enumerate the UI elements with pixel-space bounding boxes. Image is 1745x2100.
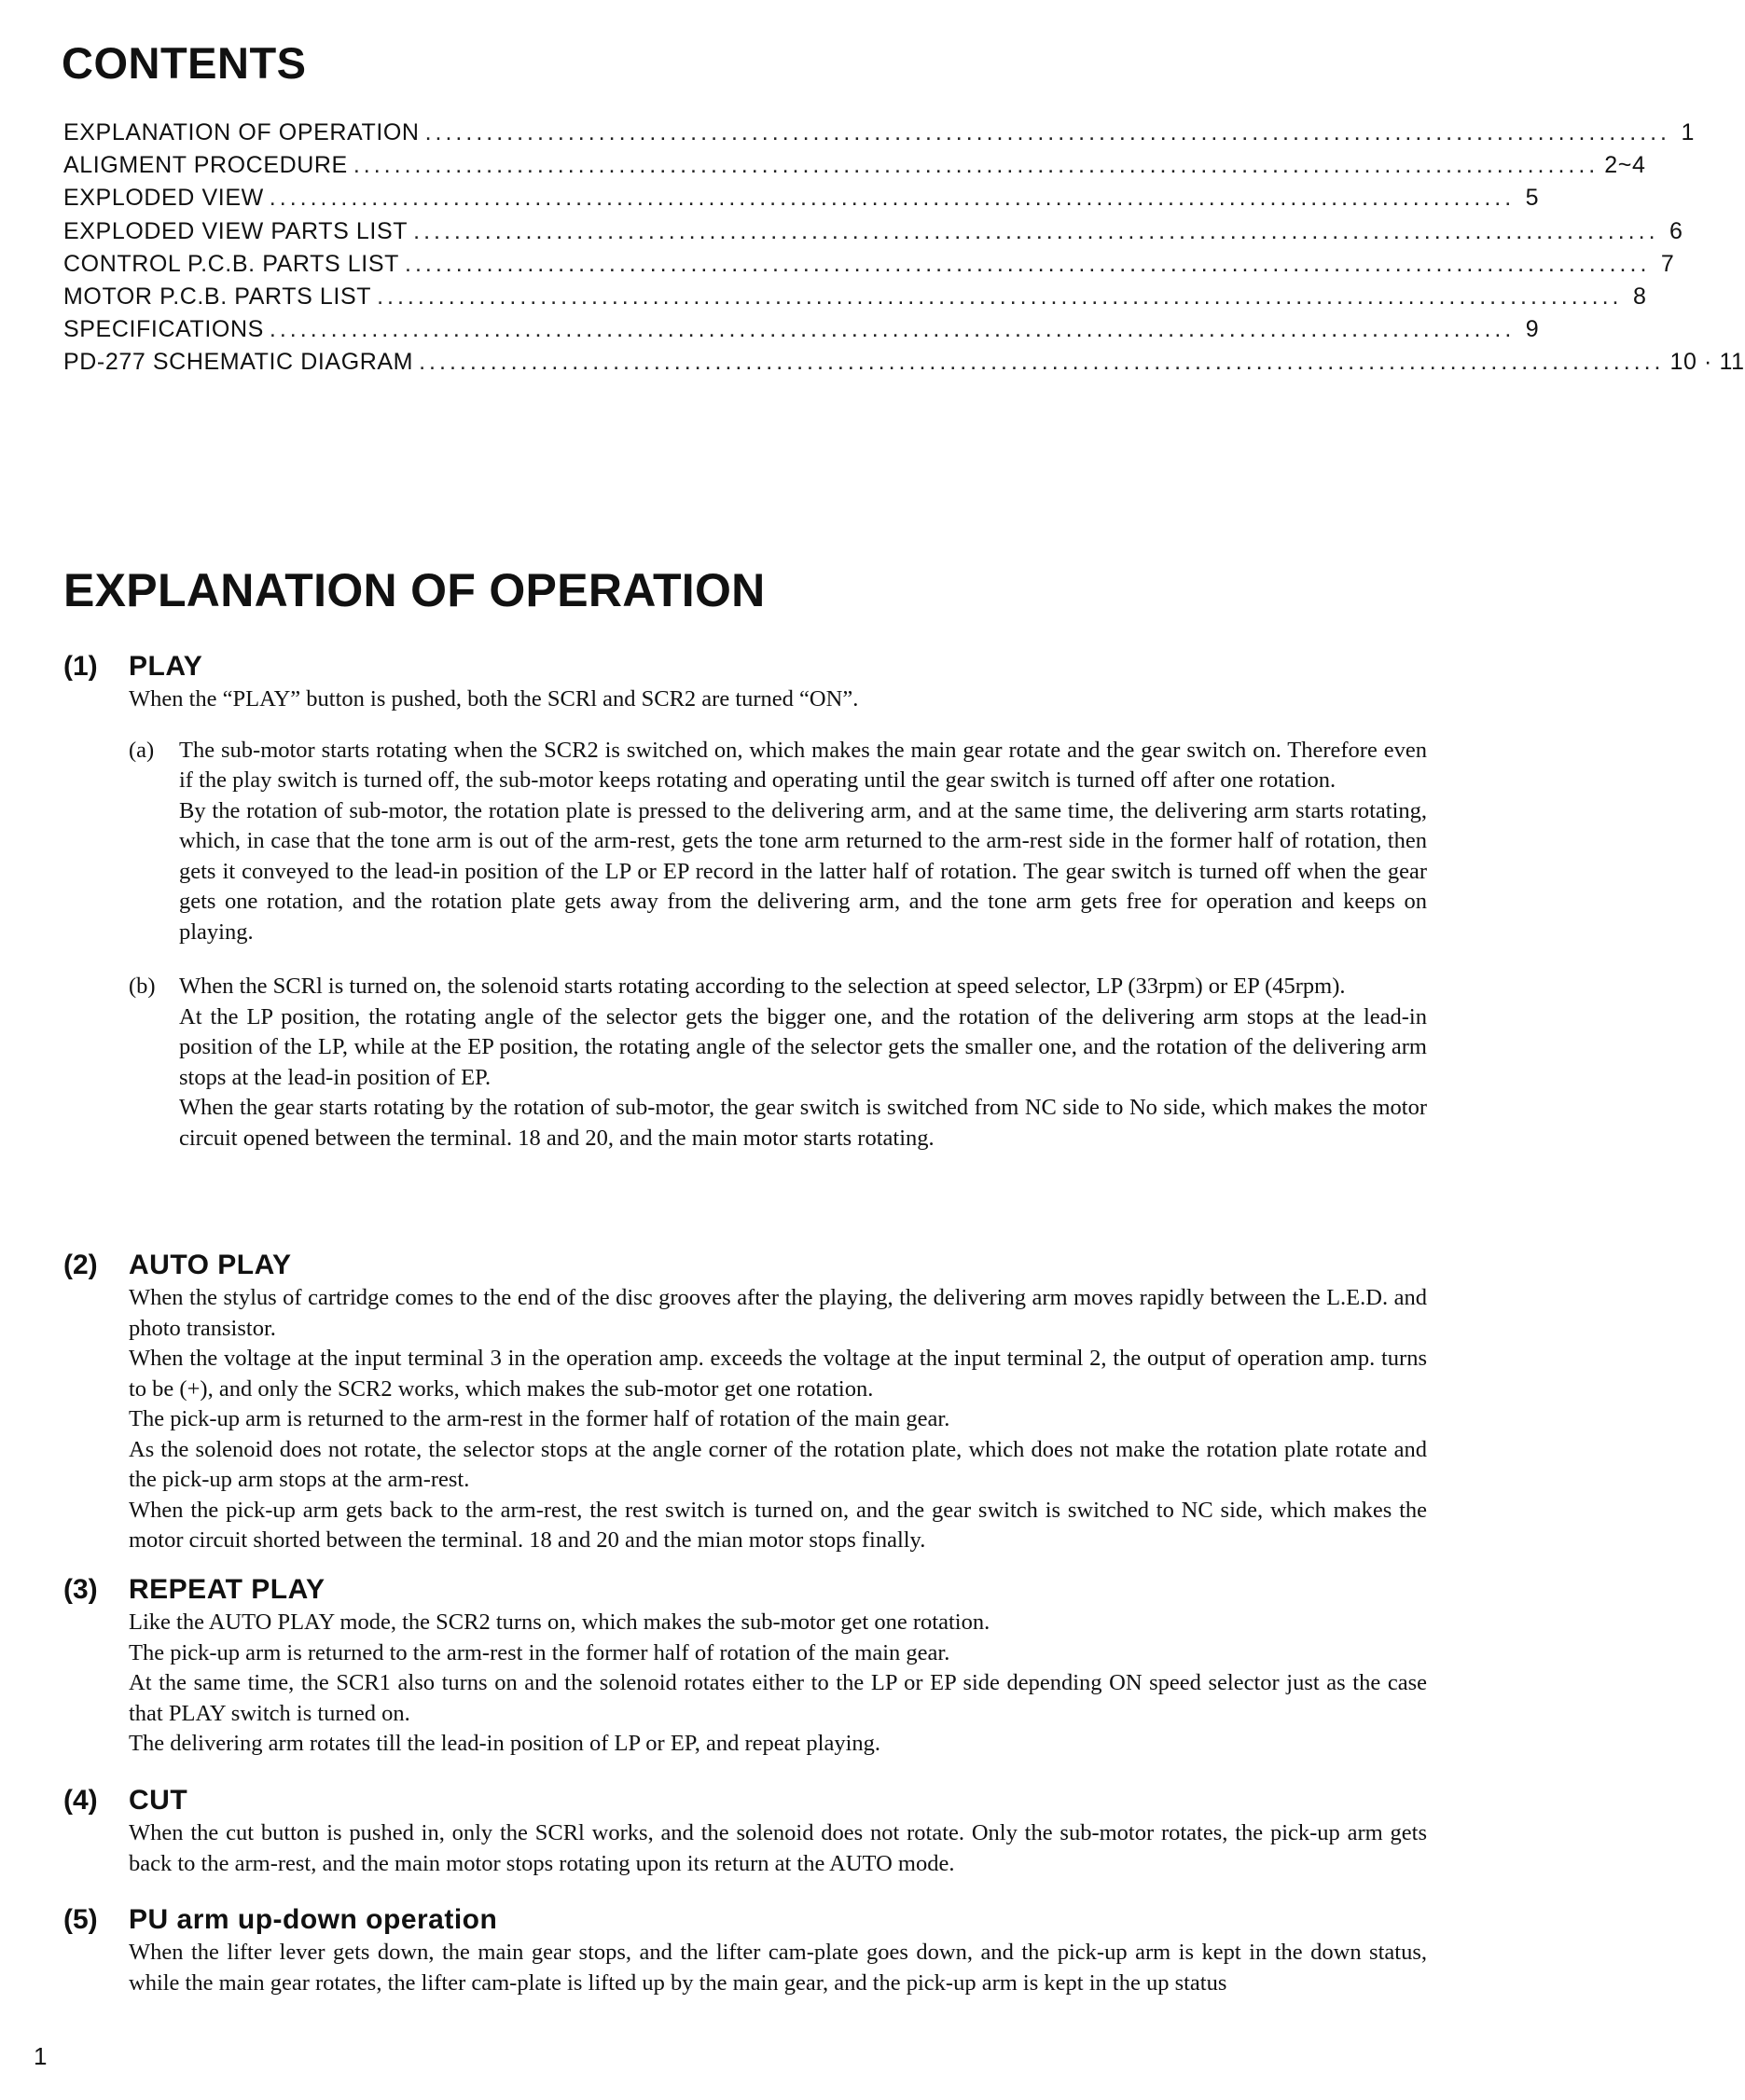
paragraph: When the voltage at the input terminal 3 in the operation amp. exceeds the voltage at the input terminal 2, the output of operation amp. turns to be (+), and only the SCR2 works, which makes the sub-motor get one rotation. [129, 1346, 1427, 1402]
table-of-contents [63, 119, 1745, 382]
toc-leader-dots: .......................................................................................................................... [405, 250, 1651, 277]
paragraph: At the same time, the SCR1 also turns on and the solenoid rotates either to the LP or EP side depending ON speed selector just as the case that PLAY switch is turned on. [129, 1670, 1427, 1726]
toc-entry [63, 283, 1647, 316]
toc-leader-dots: .......................................................................................................................... [377, 283, 1623, 310]
section-auto-play [63, 1250, 1462, 1556]
section-heading [63, 1785, 1462, 1818]
contents-title: CONTENTS [62, 38, 307, 88]
section-play [63, 651, 1462, 1154]
toc-entry [63, 119, 1695, 152]
section-title: PU arm up-down operation [129, 1904, 498, 1935]
paragraph: When the “PLAY” button is pushed, both the SCRl and SCR2 are turned “ON”. [129, 686, 859, 712]
toc-entry-title: EXPLODED VIEW PARTS LIST [63, 217, 409, 244]
paragraph: The delivering arm rotates till the lead-in position of LP or EP, and repeat playing. [129, 1731, 881, 1756]
section-title: AUTO PLAY [129, 1250, 292, 1280]
explanation-title: EXPLANATION OF OPERATION [63, 564, 766, 616]
section-heading [63, 1574, 1462, 1608]
section-heading [63, 1904, 1462, 1938]
toc-entry-page: 1 [1681, 119, 1695, 145]
section-cut [63, 1785, 1462, 1879]
paragraph: When the cut button is pushed in, only the SCRl works, and the solenoid does not rotate. Only the sub-motor rotates, the pick-up arm gets back to the arm-rest, and the main motor stops rotating upon its return at the AUTO mode. [129, 1820, 1427, 1876]
subsection-text [179, 972, 1427, 1154]
toc-entry [63, 185, 1540, 217]
toc-entry-page: 10 · 11 [1669, 349, 1745, 376]
page-number: 1 [34, 2042, 48, 2070]
toc-entry [63, 152, 1646, 185]
section-repeat-play [63, 1574, 1462, 1760]
subsection-label: (b) [129, 974, 156, 999]
section-title: CUT [129, 1785, 188, 1816]
section-heading [63, 1250, 1462, 1283]
toc-entry [63, 217, 1683, 251]
toc-leader-dots: .......................................................................................................................... [413, 217, 1659, 244]
toc-entry-page: 2~4 [1604, 152, 1646, 179]
paragraph: At the LP position, the rotating angle of the selector gets the bigger one, and the rotation of the delivering arm stops at the lead-in position of the LP, while at the EP position, the rotating angle of the selector gets the smaller one, and the rotation of the delivering arm stops at the lead-in position of EP. [179, 1003, 1427, 1090]
toc-entry [63, 349, 1745, 381]
toc-entry-page: 9 [1525, 316, 1540, 343]
paragraph: When the stylus of cartridge comes to the end of the disc grooves after the playing, the delivering arm moves rapidly between the L.E.D. and photo transistor. [129, 1285, 1427, 1341]
toc-leader-dots: .......................................................................................................................... [269, 185, 1516, 212]
toc-entry-title: ALIGMENT PROCEDURE [63, 152, 348, 179]
section-number: (3) [63, 1574, 98, 1605]
section-pu-arm-up-down [63, 1904, 1462, 1998]
toc-entry-page: 7 [1660, 250, 1675, 277]
toc-leader-dots: .......................................................................................................................... [353, 152, 1600, 179]
section-body [129, 1283, 1427, 1556]
paragraph: The pick-up arm is returned to the arm-rest in the former half of rotation of the main gear. [129, 1406, 950, 1431]
section-number: (4) [63, 1785, 98, 1816]
toc-entry-page: 5 [1525, 185, 1540, 212]
subsection-label: (a) [129, 737, 155, 763]
toc-entry-title: EXPLODED VIEW [63, 185, 264, 212]
paragraph: As the solenoid does not rotate, the selector stops at the angle corner of the rotation plate, which does not make the rotation plate rotate and the pick-up arm stops at the arm-rest. [129, 1436, 1427, 1492]
toc-entry-title: MOTOR P.C.B. PARTS LIST [63, 283, 372, 310]
paragraph: The pick-up arm is returned to the arm-rest in the former half of rotation of the main gear. [129, 1639, 950, 1665]
paragraph: When the SCRl is turned on, the solenoid starts rotating according to the selection at speed selector, LP (33rpm) or EP (45rpm). [179, 974, 1346, 999]
subsection-a [129, 736, 1427, 948]
paragraph: Like the AUTO PLAY mode, the SCR2 turns on, which makes the sub-motor get one rotation. [129, 1610, 990, 1635]
toc-leader-dots: .......................................................................................................................... [419, 349, 1665, 376]
section-body [129, 1608, 1427, 1760]
section-number: (2) [63, 1250, 98, 1280]
toc-entry [63, 316, 1540, 349]
section-number: (5) [63, 1904, 98, 1935]
section-title: REPEAT PLAY [129, 1574, 325, 1605]
toc-entry-title: PD-277 SCHEMATIC DIAGRAM [63, 349, 414, 376]
toc-entry-title: CONTROL P.C.B. PARTS LIST [63, 250, 399, 277]
section-title: PLAY [129, 651, 203, 682]
toc-entry-page: 8 [1632, 283, 1647, 310]
paragraph: The sub-motor starts rotating when the SCR2 is switched on, which makes the main gear rotate and the gear switch on. Therefore even if the play switch is turned off, the sub-motor keeps rotating and operating until the gear switch is turned off after one rotation. [179, 737, 1427, 793]
toc-leader-dots: .......................................................................................................................... [269, 316, 1516, 343]
section-body [129, 1818, 1427, 1879]
subsection-text [179, 736, 1427, 948]
paragraph: When the pick-up arm gets back to the arm-rest, the rest switch is turned on, and the gear switch is switched to NC side, which makes the motor circuit shorted between the terminal. 18 and 20 and the mian motor stops finally. [129, 1497, 1427, 1553]
section-number: (1) [63, 651, 98, 682]
section-heading [63, 651, 1462, 684]
toc-entry-title: SPECIFICATIONS [63, 316, 264, 343]
section-body [129, 1938, 1427, 1998]
paragraph: By the rotation of sub-motor, the rotation plate is pressed to the delivering arm, and at the same time, the delivering arm starts rotating, which, in case that the tone arm is out of the arm-rest, gets the tone arm returned to the arm-rest side in the former half of rotation, then gets it conveyed to the lead-in position of the LP or EP record in the latter half of rotation. The gear switch is turned off when the gear gets one rotation, and the rotation plate gets away from the delivering arm, and the tone arm gets free for operation and keeps on playing. [179, 797, 1427, 945]
paragraph: When the gear starts rotating by the rotation of sub-motor, the gear switch is switched from NC side to No side, which makes the motor circuit opened between the terminal. 18 and 20, and the main motor starts rotating. [179, 1095, 1427, 1151]
toc-entry-page: 6 [1669, 217, 1683, 244]
toc-leader-dots: .......................................................................................................................... [424, 119, 1670, 145]
toc-entry-title: EXPLANATION OF OPERATION [63, 119, 420, 145]
subsection-b [129, 972, 1427, 1154]
section-body [129, 684, 1427, 1154]
toc-entry [63, 250, 1675, 283]
paragraph: When the lifter lever gets down, the main gear stops, and the lifter cam-plate goes down, and the pick-up arm is kept in the down status, while the main gear rotates, the lifter cam-plate is lifted up by the main gear, and the pick-up arm is kept in the up status [129, 1940, 1427, 1996]
